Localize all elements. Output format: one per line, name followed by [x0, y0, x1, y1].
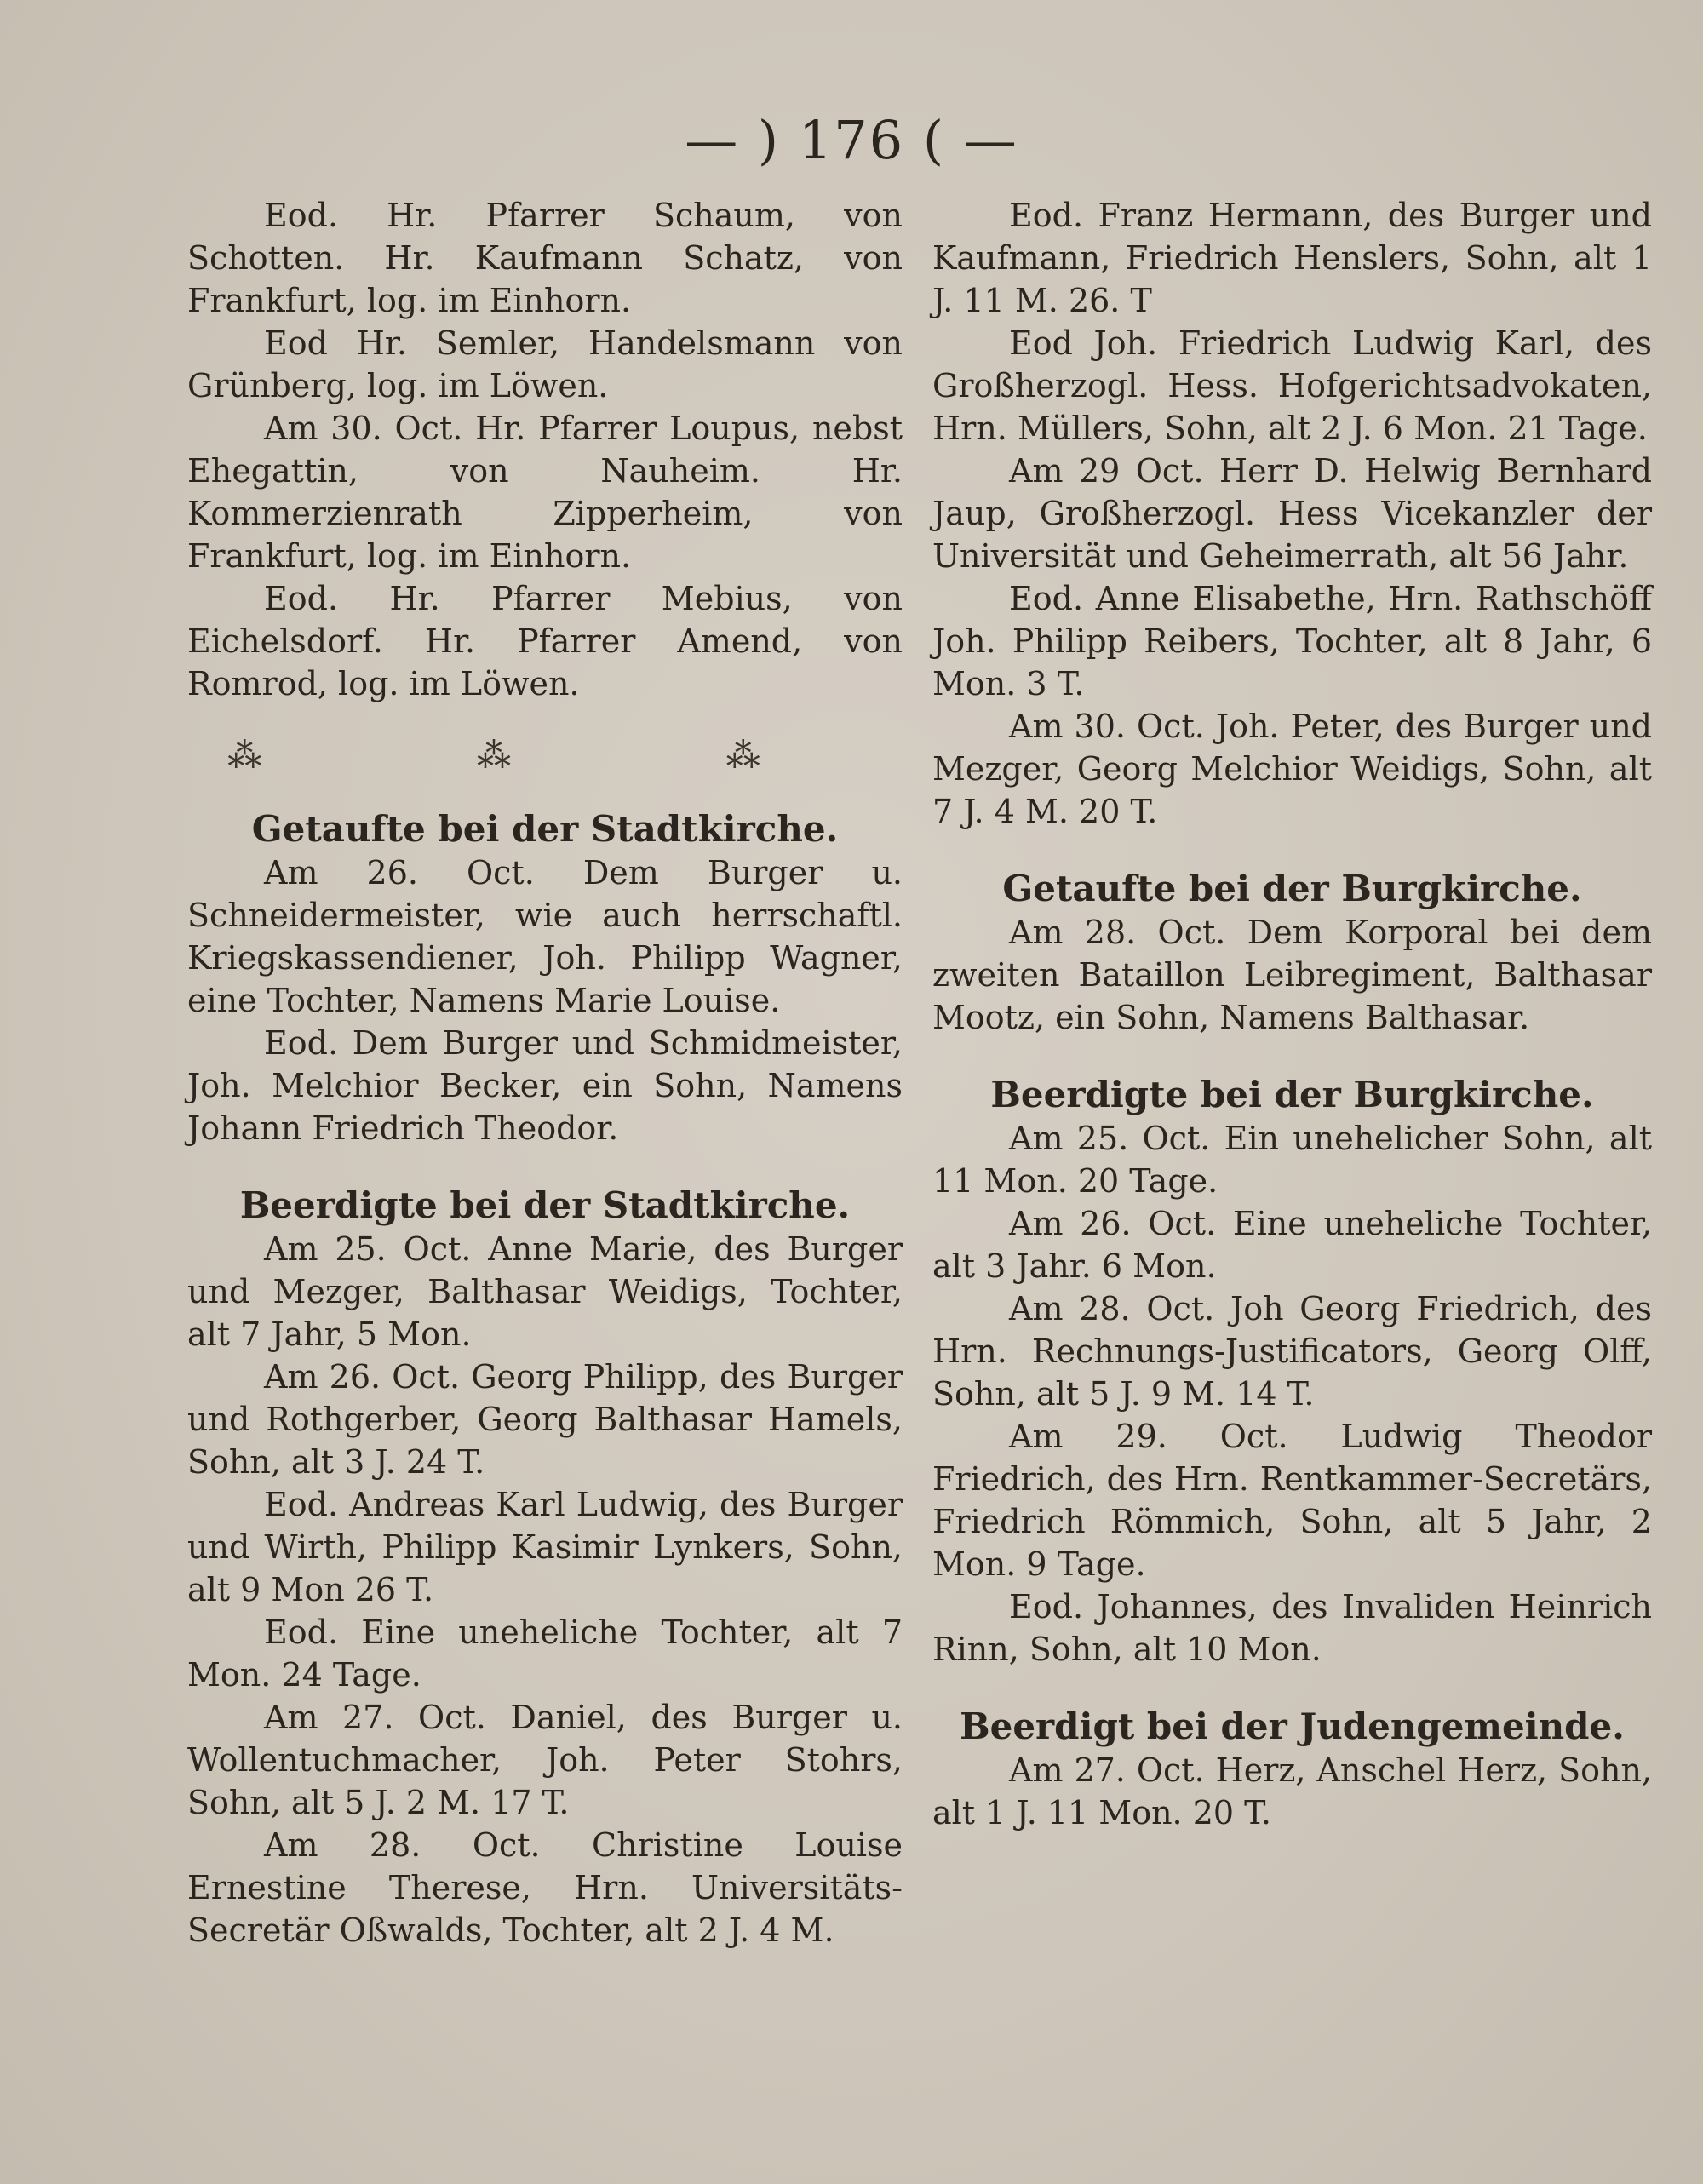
section-heading-baptisms-burgkirche: Getaufte bei der Burgkirche. [1002, 868, 1582, 909]
section-heading-burials-jewish-community: Beerdigt bei der Judengemeinde. [960, 1705, 1625, 1747]
burial-entry: Eod. Anne Elisabethe, Hrn. Rathschöff Joh. Philipp Reibers, Tochter, alt 8 Jahr, 6 Mon. 3 T. [932, 580, 1652, 702]
arrival-notice: Am 30. Oct. Hr. Pfarrer Loupus, nebst Ehegattin, von Nauheim. Hr. Kommerzienrath Zipperheim, von Frankfurt, log. im Einhorn. [187, 410, 903, 575]
burial-entry: Am 28. Oct. Joh Georg Friedrich, des Hrn. Rechnungs-Justificators, Georg Olff, Sohn, alt 5 J. 9 M. 14 T. [932, 1290, 1652, 1413]
arrival-notice: Eod Hr. Semler, Handelsmann von Grünberg, log. im Löwen. [187, 324, 903, 404]
arrival-notice: Eod. Hr. Pfarrer Schaum, von Schotten. Hr. Kaufmann Schatz, von Frankfurt, log. im Einhorn. [187, 197, 903, 319]
spacer [932, 1671, 1652, 1705]
section-heading-baptisms-stadtkirche: Getaufte bei der Stadtkirche. [251, 808, 839, 850]
burial-entry: Am 26. Oct. Georg Philipp, des Burger und Rothgerber, Georg Balthasar Hamels, Sohn, alt 3 J. 24 T. [187, 1358, 903, 1481]
burial-entry: Am 30. Oct. Joh. Peter, des Burger und Mezger, Georg Melchior Weidigs, Sohn, alt 7 J. 4 M. 20 T. [932, 708, 1652, 830]
burial-entry: Am 28. Oct. Christine Louise Ernestine Therese, Hrn. Universitäts-Secretär Oßwalds, Tochter, alt 2 J. 4 M. [187, 1826, 903, 1949]
baptism-entry: Am 28. Oct. Dem Korporal bei dem zweiten Bataillon Leibregiment, Balthasar Mootz, ein Sohn, Namens Balthasar. [932, 914, 1652, 1036]
baptism-entry: Eod. Dem Burger und Schmidmeister, Joh. Melchior Becker, ein Sohn, Namens Johann Friedrich Theodor. [187, 1024, 903, 1147]
section-heading-burials-stadtkirche: Beerdigte bei der Stadtkirche. [239, 1184, 851, 1226]
burial-entry: Am 29 Oct. Herr D. Helwig Bernhard Jaup, Großherzogl. Hess Vicekanzler der Universität und Geheimerrath, alt 56 Jahr. [932, 452, 1652, 575]
burial-entry: Am 27. Oct. Daniel, des Burger u. Wollentuchmacher, Joh. Peter Stohrs, Sohn, alt 5 J. 2 M. 17 T. [187, 1699, 903, 1821]
burial-entry: Am 29. Oct. Ludwig Theodor Friedrich, des Hrn. Rentkammer-Secretärs, Friedrich Römmich, Sohn, alt 5 Jahr, 2 Mon. 9 Tage. [932, 1418, 1652, 1583]
spacer [187, 1149, 903, 1184]
burial-entry: Eod. Franz Hermann, des Burger und Kaufmann, Friedrich Henslers, Sohn, alt 1 J. 11 M. 26. T [932, 197, 1652, 319]
section-heading-burials-burgkirche: Beerdigte bei der Burgkirche. [990, 1074, 1594, 1115]
spacer [932, 833, 1652, 867]
burial-entry: Am 25. Oct. Ein unehelicher Sohn, alt 11 Mon. 20 Tage. [932, 1120, 1652, 1200]
burial-entry: Eod. Andreas Karl Ludwig, des Burger und Wirth, Philipp Kasimir Lynkers, Sohn, alt 9 Mon 26 T. [187, 1486, 903, 1608]
page-number-header: — ) 176 ( — [685, 109, 1018, 171]
baptism-entry: Am 26. Oct. Dem Burger u. Schneidermeister, wie auch herrschaftl. Kriegskassendiener, Joh. Philipp Wagner, eine Tochter, Namens Marie Louise. [187, 854, 903, 1019]
burial-entry: Eod. Johannes, des Invaliden Heinrich Rinn, Sohn, alt 10 Mon. [932, 1588, 1652, 1668]
right-column [932, 194, 1652, 1834]
left-column [187, 194, 903, 1952]
burial-entry: Am 25. Oct. Anne Marie, des Burger und Mezger, Balthasar Weidigs, Tochter, alt 7 Jahr, 5 Mon. [187, 1230, 903, 1353]
burial-entry: Am 27. Oct. Herz, Anschel Herz, Sohn, alt 1 J. 11 Mon. 20 T. [932, 1751, 1652, 1831]
arrival-notice: Eod. Hr. Pfarrer Mebius, von Eichelsdorf. Hr. Pfarrer Amend, von Romrod, log. im Löwen. [187, 580, 903, 702]
section-divider-asterisms: ⁂ ⁂ ⁂ [227, 737, 863, 776]
burial-entry: Am 26. Oct. Eine uneheliche Tochter, alt 3 Jahr. 6 Mon. [932, 1205, 1652, 1285]
spacer [932, 1039, 1652, 1073]
burial-entry: Eod Joh. Friedrich Ludwig Karl, des Großherzogl. Hess. Hofgerichtsadvokaten, Hrn. Müllers, Sohn, alt 2 J. 6 Mon. 21 Tage. [932, 324, 1652, 447]
burial-entry: Eod. Eine uneheliche Tochter, alt 7 Mon. 24 Tage. [187, 1614, 903, 1694]
